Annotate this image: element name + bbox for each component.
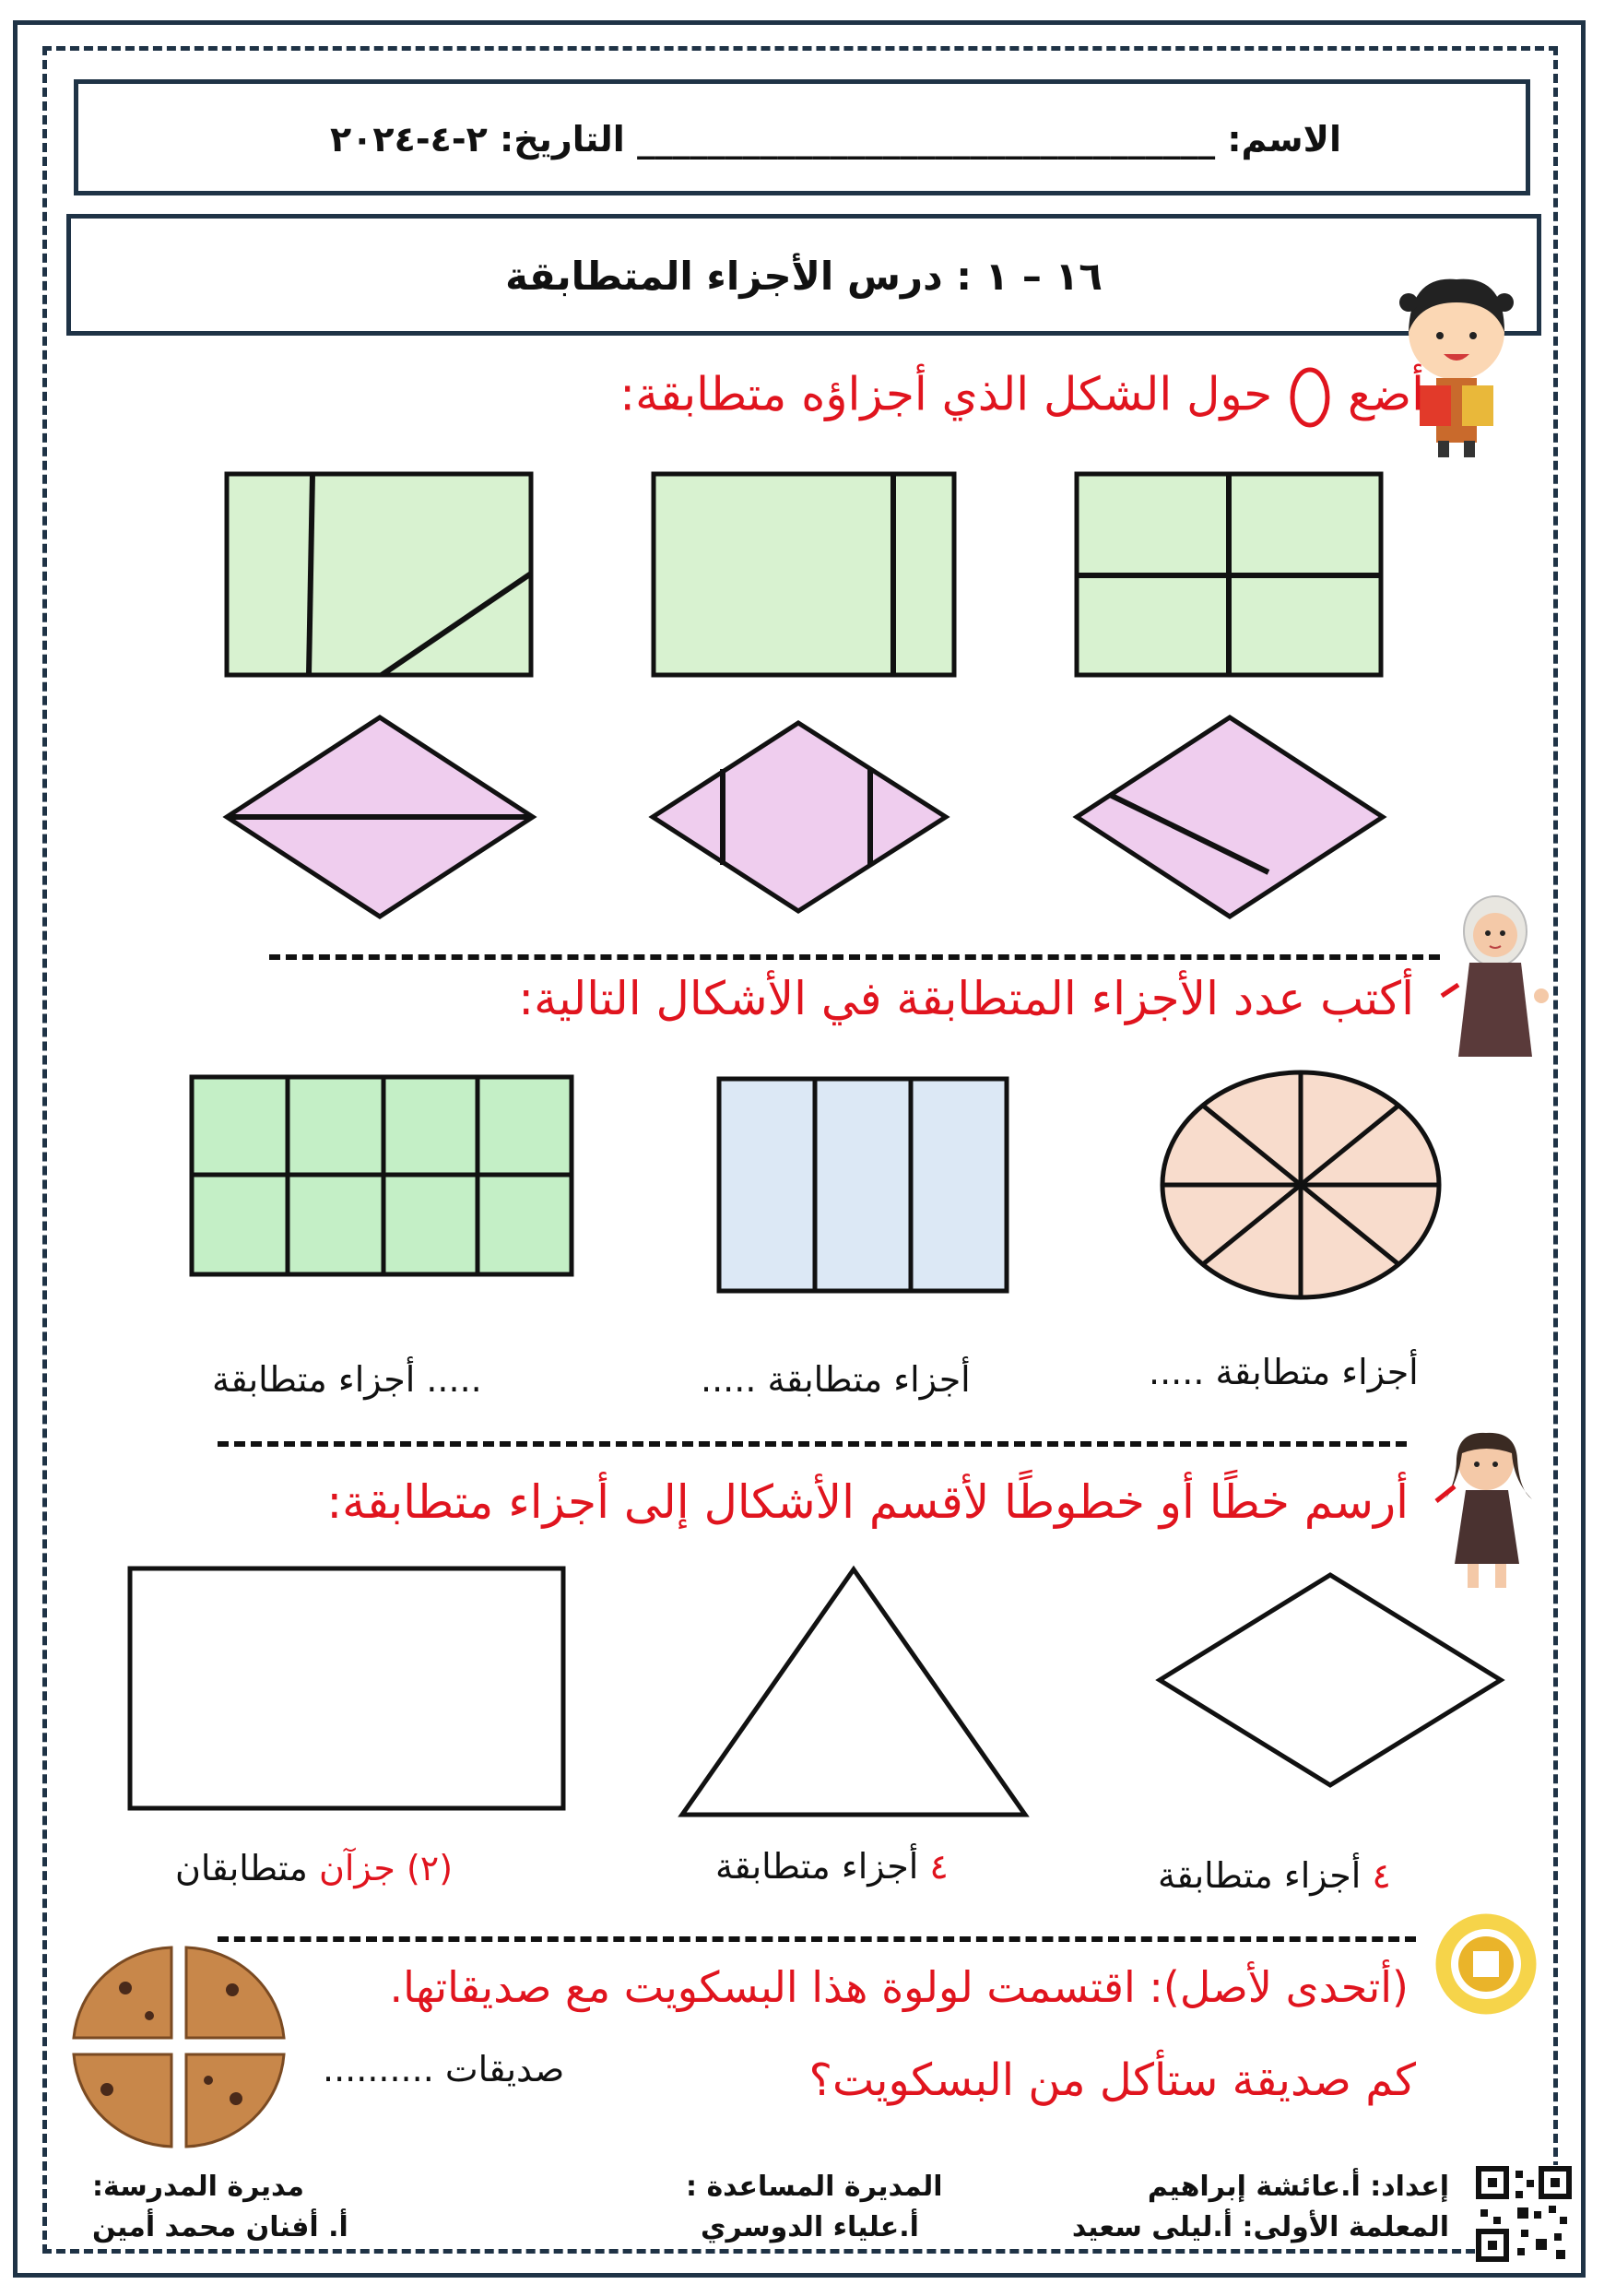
answer-label-circle[interactable]: أجزاء متطابقة ..... — [1149, 1352, 1419, 1392]
footer-assistant-principal-name: أ.علياء الدوسري — [701, 2211, 919, 2243]
date-value: ٢-٤-٢٠٢٤ — [330, 119, 488, 160]
grid-eight-parts[interactable] — [190, 1075, 573, 1276]
label-triangle-parts — [715, 1846, 949, 1887]
label-rhombus-number: ٤ — [1372, 1855, 1391, 1896]
circle-mark-icon — [1287, 365, 1333, 430]
footer-principal-name: أ. أفنان محمد أمين — [92, 2211, 348, 2243]
qr-code-icon[interactable] — [1475, 2165, 1573, 2263]
school-logo-badge — [1433, 1911, 1539, 2018]
rect-two-unequal-parts[interactable] — [652, 472, 956, 677]
rect-three-parts[interactable] — [717, 1077, 1008, 1293]
name-label: الاسم: — [1227, 119, 1341, 160]
instruction-end: حول الشكل الذي أجزاؤه متطابقة: — [619, 367, 1273, 421]
triangle-draw-four-parts[interactable] — [678, 1566, 1029, 1818]
footer-senior-teacher: المعلمة الأولى: أ.ليلى سعيد — [1071, 2211, 1449, 2243]
rect-four-equal-parts[interactable] — [1075, 472, 1383, 677]
answer-label-rect[interactable]: أجزاء متطابقة ..... — [701, 1359, 971, 1400]
challenge-answer-dots[interactable]: .......... — [323, 2049, 434, 2089]
label-triangle-number: ٤ — [929, 1846, 949, 1887]
challenge-line1: (أتحدى لأصل): اقتسمت لولوة هذا البسكويت مع صديقاتها. — [389, 1962, 1409, 2012]
section3-instruction: أرسم خطًا أو خطوطًا لأقسم الأشكال إلى أجزاء متطابقة: — [326, 1475, 1409, 1529]
rhombus-draw-four-parts[interactable] — [1156, 1571, 1504, 1789]
challenge-answer-word: صديقات — [444, 2049, 565, 2089]
section2-instruction: أكتب عدد الأجزاء المتطابقة في الأشكال التالية: — [518, 972, 1414, 1025]
cookie-four-parts-illustration — [70, 1942, 288, 2152]
challenge-answer[interactable] — [323, 2049, 564, 2089]
rhombus-two-equal-parts[interactable] — [225, 716, 535, 918]
divider-2 — [218, 1441, 1407, 1447]
instruction-start: أضع — [1348, 367, 1424, 421]
footer-principal-title: مديرة المدرسة: — [92, 2171, 304, 2203]
label-rect-text: متطابقان — [175, 1848, 308, 1888]
name-blank[interactable]: _________________________________ — [637, 119, 1216, 160]
section1-instruction — [619, 365, 1424, 430]
girl-hijab-illustration — [1438, 893, 1558, 1068]
rhombus-three-parts[interactable] — [651, 721, 948, 913]
label-rect-parts — [175, 1848, 453, 1888]
label-rect-number: (٢) جزآن — [318, 1848, 454, 1888]
lesson-title-box — [66, 214, 1541, 336]
challenge-line2: كم صديقة ستأكل من البسكويت؟ — [808, 2054, 1416, 2106]
divider-3 — [218, 1936, 1416, 1942]
divider-1 — [269, 954, 1440, 960]
rect-draw-two-parts[interactable] — [127, 1566, 566, 1811]
header-box — [74, 79, 1530, 195]
footer-author: إعداد: أ.عائشة إبراهيم — [1147, 2171, 1449, 2203]
lesson-title: ١٦ – ١ : درس الأجزاء المتطابقة — [505, 254, 1103, 299]
rect-irregular-parts[interactable] — [225, 472, 533, 677]
circle-eight-parts[interactable] — [1160, 1070, 1442, 1300]
label-rhombus-parts — [1158, 1855, 1391, 1896]
answer-label-grid[interactable]: ..... أجزاء متطابقة — [212, 1359, 482, 1400]
label-triangle-text: أجزاء متطابقة — [715, 1846, 919, 1887]
label-rhombus-text: أجزاء متطابقة — [1158, 1855, 1362, 1896]
rhombus-irregular-parts[interactable] — [1075, 716, 1385, 918]
date-label: التاريخ: — [500, 119, 625, 160]
footer-assistant-principal-title: المديرة المساعدة : — [686, 2171, 943, 2203]
name-field[interactable] — [330, 119, 1341, 160]
